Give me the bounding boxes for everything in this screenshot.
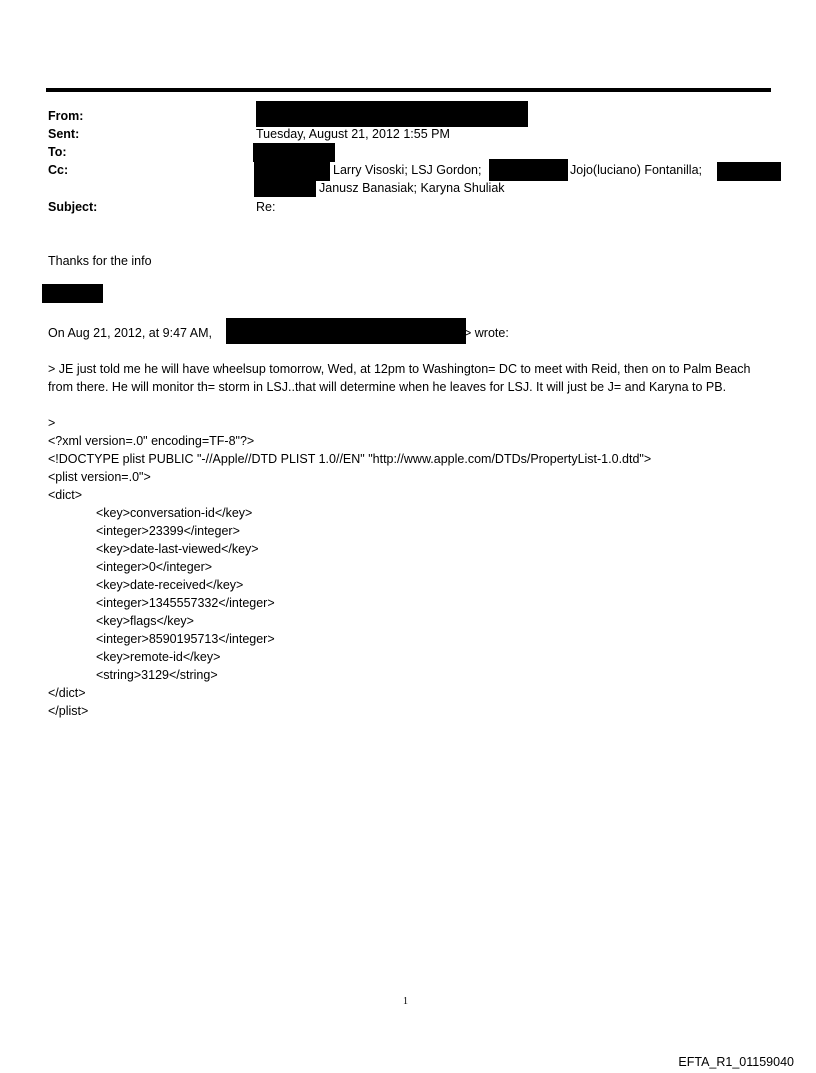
code-line: </dict> (48, 686, 86, 700)
code-line: <?xml version=.0" encoding=TF-8"?> (48, 434, 255, 448)
cc-redaction-4 (254, 181, 316, 197)
sender-redaction (226, 318, 466, 344)
code-line: <integer>0</integer> (96, 560, 213, 574)
quoted-message: > JE just told me he will have wheelsup tomorrow, Wed, at 12pm to Washington= DC to meet with Reid, then on to Palm Beach from there. He will monitor th= storm in LSJ..that will determine when he leaves for LSJ. It will just be J= and Karyna to PB. (48, 362, 751, 394)
code-line: <key>flags</key> (96, 614, 194, 628)
code-line: <!DOCTYPE plist PUBLIC "-//Apple//DTD PLIST 1.0//EN" "http://www.apple.com/DTDs/PropertyList-1.0.dtd"> (48, 452, 652, 466)
sent-label: Sent: (48, 127, 80, 141)
code-line: <dict> (48, 488, 83, 502)
from-label: From: (48, 109, 84, 123)
cc-redaction-2 (489, 159, 568, 181)
quote-intro-end: > wrote: (464, 326, 509, 340)
cc-label: Cc: (48, 163, 69, 177)
plist-block (48, 414, 651, 720)
code-line: <key>date-received</key> (96, 578, 244, 592)
code-line: <string>3129</string> (96, 668, 218, 682)
sent-value: Tuesday, August 21, 2012 1:55 PM (256, 127, 450, 141)
code-line: <integer>1345557332</integer> (96, 596, 275, 610)
reply-text: Thanks for the info (48, 254, 152, 268)
quote-intro: On Aug 21, 2012, at 9:47 AM, (48, 326, 213, 340)
cc-names-3: Janusz Banasiak; Karyna Shuliak (319, 181, 505, 195)
code-line: > (48, 416, 56, 430)
code-line: <key>remote-id</key> (96, 650, 221, 664)
cc-names-2: Jojo(luciano) Fontanilla; (570, 163, 703, 177)
page-number: 1 (403, 996, 408, 1007)
to-label: To: (48, 145, 67, 159)
code-line: </plist> (48, 704, 89, 718)
subject-label: Subject: (48, 200, 98, 214)
code-line: <integer>23399</integer> (96, 524, 240, 538)
code-line: <plist version=.0"> (48, 470, 151, 484)
to-redaction (253, 143, 335, 162)
document-id: EFTA_R1_01159040 (678, 1055, 794, 1069)
from-redaction (256, 101, 528, 127)
header-rule (46, 88, 771, 92)
cc-names-1: Larry Visoski; LSJ Gordon; (333, 163, 482, 177)
subject-value: Re: (256, 200, 276, 214)
cc-redaction-3 (717, 162, 781, 181)
code-line: <key>conversation-id</key> (96, 506, 253, 520)
signature-redaction (42, 284, 103, 303)
code-line: <key>date-last-viewed</key> (96, 542, 259, 556)
code-line: <integer>8590195713</integer> (96, 632, 275, 646)
